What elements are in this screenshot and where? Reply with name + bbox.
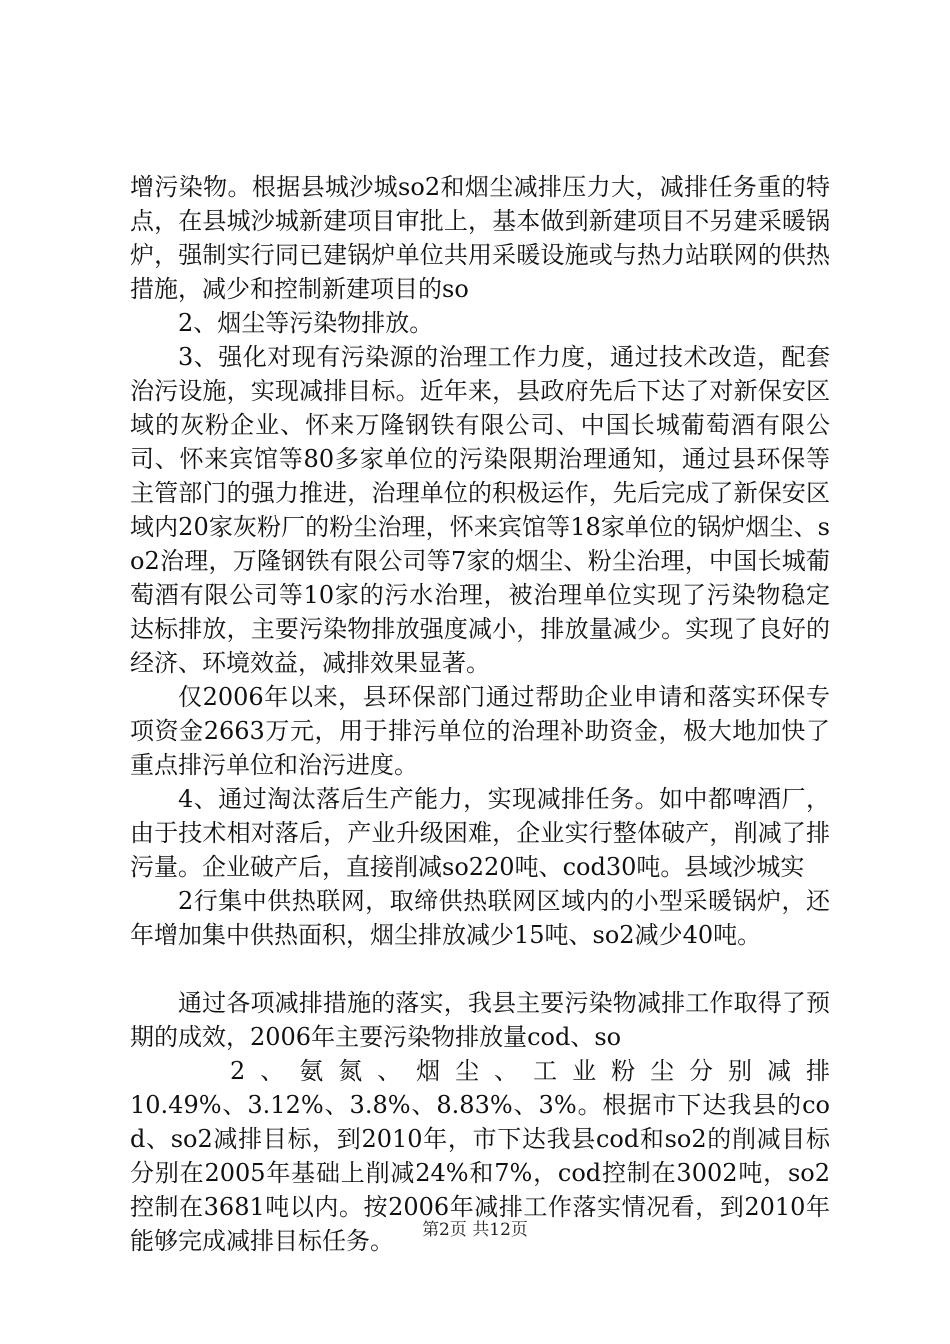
document-body (130, 170, 830, 1258)
paragraph-special-funds: 仅2006年以来，县环保部门通过帮助企业申请和落实环保专项资金2663万元，用于排污单位的治理补助资金，极大地加快了重点排污单位和治污进度。 (130, 683, 830, 779)
paragraph-pollutant-control: 增污染物。根据县城沙城so2和烟尘减排压力大，减排任务重的特点，在县城沙城新建项目审批上，基本做到新建项目不另建采暖锅炉，强制实行同已建锅炉单位共用采暖设施或与热力站联网的供热措施，减少和控制新建项目的so (130, 173, 830, 303)
paragraph-source-treatment: 3、强化对现有污染源的治理工作力度，通过技术改造，配套治污设施，实现减排目标。近年来，县政府先后下达了对新保安区域的灰粉企业、怀来万隆钢铁有限公司、中国长城葡萄酒有限公司、怀来宾馆等80多家单位的污染限期治理通知，通过县环保等主管部门的强力推进，治理单位的积极运作，先后完成了新保安区域内20家灰粉厂的粉尘治理，怀来宾馆等18家单位的锅炉烟尘、so2治理，万隆钢铁有限公司等7家的烟尘、粉尘治理，中国长城葡萄酒有限公司等10家的污水治理，被治理单位实现了污染物稳定达标排放，主要污染物排放强度减小，排放量减少。实现了良好的经济、环境效益，减排效果显著。 (130, 343, 830, 677)
page-number: 第2页 共12页 (422, 1220, 528, 1240)
paragraph-smoke-emission: 2、烟尘等污染物排放。 (178, 309, 434, 337)
paragraph-reduction-targets: 10.49%、3.12%、3.8%、8.83%、3%。根据市下达我县的cod、so2减排目标，到2010年，市下达我县cod和so2的削减目标分别在2005年基础上削减24%和7%，cod控制在3002吨，so2控制在3681吨以内。按2006年减排工作落实情况看，到2010年能够完成减排目标任务。 (130, 1091, 830, 1255)
paragraph-reduction-items: 2、氨氮、烟尘、工业粉尘分别减排 (230, 1057, 830, 1085)
paragraph-reduction-results: 通过各项减排措施的落实，我县主要污染物减排工作取得了预期的成效，2006年主要污染物排放量cod、so (130, 989, 830, 1051)
paragraph-central-heating: 2行集中供热联网，取缔供热联网区域内的小型采暖锅炉，还年增加集中供热面积，烟尘排放减少15吨、so2减少40吨。 (130, 887, 830, 949)
paragraph-eliminate-capacity: 4、通过淘汰落后生产能力，实现减排任务。如中都啤酒厂，由于技术相对落后，产业升级困难，企业实行整体破产，削减了排污量。企业破产后，直接削减so220吨、cod30吨。县域沙城实 (130, 785, 830, 881)
